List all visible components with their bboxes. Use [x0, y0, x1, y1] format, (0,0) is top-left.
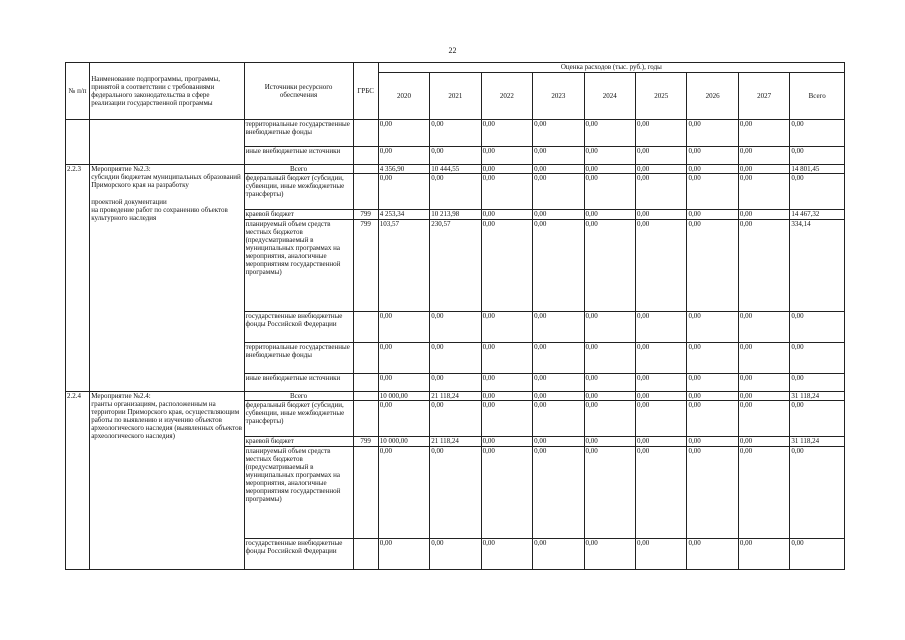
measure-title: Мероприятие №2.3:	[91, 165, 151, 173]
total-cell: 0,00	[790, 147, 845, 165]
measure-number: 2.2.4	[66, 392, 90, 570]
value-cell: 0,00	[687, 147, 738, 165]
value-cell: 0,00	[738, 539, 789, 570]
value-cell: 0,00	[636, 374, 687, 392]
grbs-cell	[353, 312, 378, 343]
value-cell: 0,00	[636, 210, 687, 220]
grbs-cell: 799	[353, 210, 378, 220]
value-cell: 0,00	[584, 210, 635, 220]
value-cell: 0,00	[584, 220, 635, 312]
total-cell: 31 118,24	[790, 437, 845, 447]
value-cell: 0,00	[533, 374, 584, 392]
source-cell: государственные внебюджетные фонды Российской Федерации	[244, 312, 353, 343]
value-cell: 0,00	[481, 374, 532, 392]
value-cell: 0,00	[584, 174, 635, 210]
value-cell: 0,00	[584, 343, 635, 374]
value-cell: 0,00	[687, 447, 738, 539]
table-row	[66, 165, 845, 174]
value-cell: 4 253,34	[378, 210, 429, 220]
source-cell: территориальные государственные внебюджетные фонды	[244, 343, 353, 374]
no-cell	[66, 120, 90, 165]
grbs-cell	[353, 343, 378, 374]
value-cell: 0,00	[533, 312, 584, 343]
value-cell: 0,00	[636, 147, 687, 165]
value-cell: 0,00	[481, 174, 532, 210]
grbs-cell	[353, 165, 378, 174]
value-cell: 0,00	[687, 174, 738, 210]
value-cell: 0,00	[430, 447, 481, 539]
header-name: Наименование подпрограммы, программы, принятой в соответствии с требованиями федерального законодательства в сфере реализации государственной программы	[90, 63, 244, 120]
total-cell: 0,00	[790, 312, 845, 343]
value-cell: 0,00	[430, 147, 481, 165]
value-cell: 0,00	[687, 437, 738, 447]
value-cell: 0,00	[533, 343, 584, 374]
total-cell: 0,00	[790, 120, 845, 147]
grbs-cell	[353, 374, 378, 392]
total-cell: 0,00	[790, 539, 845, 570]
value-cell: 0,00	[378, 312, 429, 343]
total-cell: 14 801,45	[790, 165, 845, 174]
page-number: 22	[448, 46, 457, 55]
source-cell: федеральный бюджет (субсидии, субвенции, иные межбюджетные трансферты)	[244, 401, 353, 437]
value-cell: 0,00	[533, 120, 584, 147]
measure-desc-line: субсидии бюджетам муниципальных образований Приморского края на разработку	[91, 173, 241, 190]
grbs-cell	[353, 447, 378, 539]
grbs-cell	[353, 392, 378, 401]
value-cell: 0,00	[533, 437, 584, 447]
value-cell: 0,00	[636, 165, 687, 174]
value-cell: 103,57	[378, 220, 429, 312]
value-cell: 0,00	[378, 374, 429, 392]
value-cell: 0,00	[481, 447, 532, 539]
measure-desc-line: на проведение работ по сохранению объектов культурного наследия	[91, 206, 228, 223]
value-cell: 10 444,55	[430, 165, 481, 174]
source-cell: иные внебюджетные источники	[244, 147, 353, 165]
total-cell: 14 467,32	[790, 210, 845, 220]
value-cell: 0,00	[533, 539, 584, 570]
value-cell: 0,00	[687, 165, 738, 174]
value-cell: 0,00	[378, 120, 429, 147]
value-cell: 0,00	[584, 147, 635, 165]
value-cell: 10 000,00	[378, 437, 429, 447]
value-cell: 0,00	[584, 312, 635, 343]
grbs-cell	[353, 120, 378, 147]
value-cell: 0,00	[636, 220, 687, 312]
value-cell: 0,00	[636, 447, 687, 539]
grbs-cell	[353, 539, 378, 570]
value-cell: 0,00	[481, 437, 532, 447]
value-cell: 0,00	[378, 343, 429, 374]
value-cell: 0,00	[481, 147, 532, 165]
table-row	[66, 392, 845, 401]
value-cell: 0,00	[481, 312, 532, 343]
header-year: 2021	[430, 73, 481, 120]
total-cell: 0,00	[790, 447, 845, 539]
value-cell: 0,00	[481, 210, 532, 220]
value-cell: 0,00	[481, 401, 532, 437]
value-cell: 0,00	[636, 343, 687, 374]
table-body	[66, 120, 845, 570]
value-cell: 0,00	[533, 392, 584, 401]
value-cell: 0,00	[584, 165, 635, 174]
value-cell: 0,00	[584, 401, 635, 437]
value-cell: 0,00	[430, 312, 481, 343]
value-cell: 0,00	[533, 401, 584, 437]
total-cell: 0,00	[790, 374, 845, 392]
source-cell: планируемый объем средств местных бюджетов (предусматриваемый в муниципальных программах на мероприятия, аналогичные мероприятиям государственной программы)	[244, 220, 353, 312]
value-cell: 0,00	[533, 447, 584, 539]
value-cell: 0,00	[481, 165, 532, 174]
value-cell: 10 000,00	[378, 392, 429, 401]
value-cell: 0,00	[584, 447, 635, 539]
source-cell: государственные внебюджетные фонды Российской Федерации	[244, 539, 353, 570]
value-cell: 0,00	[687, 343, 738, 374]
value-cell: 4 356,90	[378, 165, 429, 174]
value-cell: 21 118,24	[430, 437, 481, 447]
value-cell: 0,00	[687, 539, 738, 570]
value-cell: 0,00	[584, 539, 635, 570]
value-cell: 10 213,98	[430, 210, 481, 220]
value-cell: 0,00	[738, 312, 789, 343]
value-cell: 0,00	[738, 220, 789, 312]
value-cell: 0,00	[738, 437, 789, 447]
value-cell: 0,00	[636, 312, 687, 343]
measure-number: 2.2.3	[66, 165, 90, 392]
source-cell: иные внебюджетные источники	[244, 374, 353, 392]
value-cell: 0,00	[636, 120, 687, 147]
value-cell: 0,00	[430, 401, 481, 437]
value-cell: 0,00	[378, 174, 429, 210]
source-cell: Всего	[244, 165, 353, 174]
grbs-cell	[353, 174, 378, 210]
value-cell: 0,00	[738, 343, 789, 374]
grbs-cell	[353, 147, 378, 165]
value-cell: 0,00	[430, 539, 481, 570]
value-cell: 0,00	[533, 174, 584, 210]
measure-desc-line: проектной документации	[91, 198, 167, 207]
value-cell: 0,00	[738, 401, 789, 437]
value-cell: 0,00	[378, 401, 429, 437]
value-cell: 0,00	[430, 374, 481, 392]
header-estimate: Оценка расходов (тыс. руб.), годы	[378, 63, 844, 73]
value-cell: 0,00	[636, 401, 687, 437]
value-cell: 0,00	[687, 120, 738, 147]
value-cell: 0,00	[481, 220, 532, 312]
value-cell: 0,00	[378, 539, 429, 570]
source-cell: планируемый объем средств местных бюджетов (предусматриваемый в муниципальных программах на мероприятия, аналогичные мероприятиям государственной программы)	[244, 447, 353, 539]
value-cell: 0,00	[687, 374, 738, 392]
value-cell: 0,00	[584, 120, 635, 147]
header-year: 2024	[584, 73, 635, 120]
value-cell: 0,00	[738, 374, 789, 392]
name-cell	[90, 120, 244, 165]
value-cell: 0,00	[481, 120, 532, 147]
budget-table	[65, 62, 845, 570]
value-cell: 0,00	[636, 174, 687, 210]
header-year: 2023	[533, 73, 584, 120]
value-cell: 0,00	[584, 392, 635, 401]
header-total: Всего	[790, 73, 845, 120]
grbs-cell	[353, 401, 378, 437]
value-cell: 0,00	[378, 147, 429, 165]
grbs-cell: 799	[353, 437, 378, 447]
value-cell: 0,00	[738, 447, 789, 539]
value-cell: 0,00	[533, 210, 584, 220]
measure-description	[90, 392, 244, 570]
source-cell: краевой бюджет	[244, 210, 353, 220]
value-cell: 0,00	[738, 174, 789, 210]
value-cell: 0,00	[430, 174, 481, 210]
table-header	[66, 63, 845, 120]
value-cell: 0,00	[687, 210, 738, 220]
total-cell: 0,00	[790, 174, 845, 210]
value-cell: 0,00	[481, 392, 532, 401]
value-cell: 0,00	[584, 437, 635, 447]
value-cell: 0,00	[378, 447, 429, 539]
value-cell: 0,00	[738, 120, 789, 147]
value-cell: 21 118,24	[430, 392, 481, 401]
header-source: Источники ресурсного обеспечения	[244, 63, 353, 120]
value-cell: 230,57	[430, 220, 481, 312]
header-year: 2022	[481, 73, 532, 120]
header-year: 2020	[378, 73, 429, 120]
header-year: 2027	[738, 73, 789, 120]
value-cell: 0,00	[687, 312, 738, 343]
total-cell: 334,14	[790, 220, 845, 312]
header-no: № п/п	[66, 63, 90, 120]
value-cell: 0,00	[481, 343, 532, 374]
table-row	[66, 120, 845, 147]
value-cell: 0,00	[430, 343, 481, 374]
source-cell: краевой бюджет	[244, 437, 353, 447]
value-cell: 0,00	[687, 220, 738, 312]
header-year: 2025	[636, 73, 687, 120]
value-cell: 0,00	[636, 437, 687, 447]
total-cell: 0,00	[790, 401, 845, 437]
value-cell: 0,00	[481, 539, 532, 570]
value-cell: 0,00	[687, 401, 738, 437]
value-cell: 0,00	[430, 120, 481, 147]
measure-description	[90, 165, 244, 392]
value-cell: 0,00	[533, 165, 584, 174]
value-cell: 0,00	[584, 374, 635, 392]
header-grbs: ГРБС	[353, 63, 378, 120]
total-cell: 31 118,24	[790, 392, 845, 401]
value-cell: 0,00	[738, 392, 789, 401]
value-cell: 0,00	[533, 220, 584, 312]
value-cell: 0,00	[636, 539, 687, 570]
source-cell: территориальные государственные внебюджетные фонды	[244, 120, 353, 147]
header-year: 2026	[687, 73, 738, 120]
value-cell: 0,00	[738, 210, 789, 220]
value-cell: 0,00	[738, 165, 789, 174]
source-cell: Всего	[244, 392, 353, 401]
source-cell: федеральный бюджет (субсидии, субвенции, иные межбюджетные трансферты)	[244, 174, 353, 210]
measure-title: Мероприятие №2.4:	[91, 392, 151, 401]
grbs-cell: 799	[353, 220, 378, 312]
value-cell: 0,00	[738, 147, 789, 165]
measure-desc-line: гранты организациям, расположенным на территории Приморского края, осуществляющим работы по выявлению и изучению объектов археологического наследия (выявленных объектов археологического наследия)	[91, 400, 242, 441]
value-cell: 0,00	[533, 147, 584, 165]
value-cell: 0,00	[687, 392, 738, 401]
value-cell: 0,00	[636, 392, 687, 401]
total-cell: 0,00	[790, 343, 845, 374]
